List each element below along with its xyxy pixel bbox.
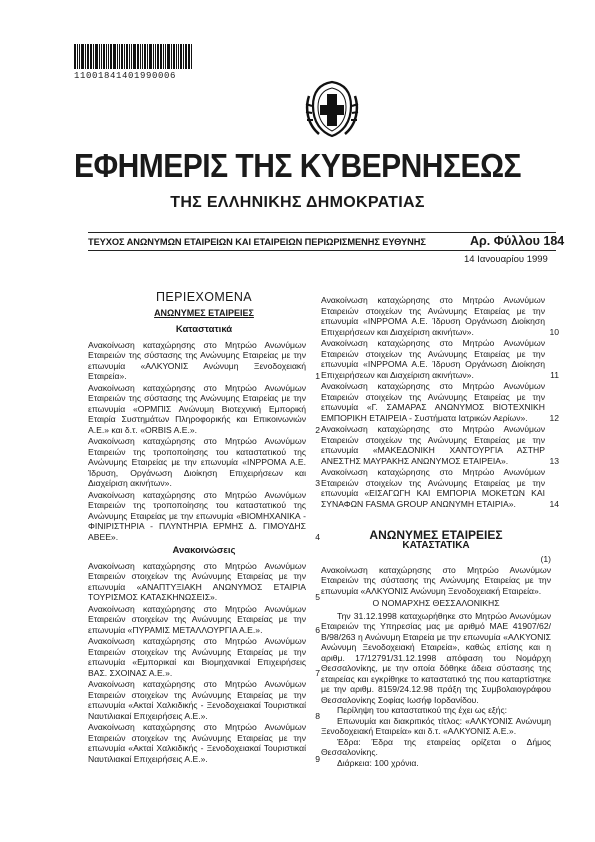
contents-entry-text: Ανακοίνωση καταχώρησης στο Μητρώο Ανωνύμων Εταιρειών στοιχείων της Ανώνυμης Εταιρείας με την επωνυμία «Ακταί Χαλκιδικής - Ξενοδοχειακαί Τουριστικαί Ναυτιλιακαί Επιχειρήσεις Α.Ε.». [88, 722, 306, 764]
contents-entry-page: 6 [315, 624, 320, 635]
contents-entry-text: Ανακοίνωση καταχώρησης στο Μητρώο Ανωνύμων Εταιρειών στοιχείων της Ανώνυμης Εταιρείας με την επωνυμία «ΙΝΡΡΟΜΑ Α.Ε. Ίδρυση Οργάνωση Διοίκηση Επιχειρήσεων και Διαχείριση ακινήτων». [321, 338, 545, 380]
sheet-number: Αρ. Φύλλου 184 [470, 234, 565, 248]
barcode-number: 11001841401990006 [74, 71, 177, 81]
body-intro: Ανακοίνωση καταχώρησης στο Μητρώο Ανωνύμων Εταιρειών της σύστασης της Ανώνυμης Εταιρείας με την επωνυμία «ΑΛΚΥΟΝΙΣ Ανώνυμη Ξενοδοχειακή Εταιρεία». [321, 564, 551, 596]
contents-entry-page: 2 [315, 424, 320, 435]
announcements-list-continued [321, 295, 559, 509]
barcode-bar [142, 44, 143, 69]
entry-mark: (1) [540, 554, 551, 564]
barcode-bar [133, 44, 136, 69]
contents-entry-page: 7 [315, 667, 320, 678]
contents-entry [321, 381, 559, 423]
contents-entry-text: Ανακοίνωση καταχώρησης στο Μητρώο Ανωνύμων Εταιρειών της σύστασης της Ανώνυμης Εταιρείας με την επωνυμία «ΟΡΜΠΙΣ Ανώνυμη Βιοτεχνική Εμπορική Εταιρία Συστημάτων Πληροφορικής και Επικοινωνιών Α.Ε.» και δ.τ. «ORBIS A.E.». [88, 382, 306, 435]
contents-entry-text: Ανακοίνωση καταχώρησης στο Μητρώο Ανωνύμων Εταιρειών της σύστασης της Ανώνυμης Εταιρείας με την επωνυμία «ΑΛΚΥΟΝΙΣ Ανώνυμη Ξενοδοχειακή Εταιρεία». [88, 339, 306, 381]
barcode-bar [101, 44, 102, 69]
contents-entry-text: Ανακοίνωση καταχώρησης στο Μητρώο Ανωνύμων Εταιρειών της τροποποίησης του καταστατικού της Ανώνυμης Εταιρείας με την επωνυμία «ΙΝΡΡΟΜΑ Α.Ε. Ίδρυση, Οργάνωση Διοίκηση Επιχειρήσεων και Διαχείριση ακινήτων». [88, 436, 306, 488]
contents-entry-text: Ανακοίνωση καταχώρησης στο Μητρώο Ανωνύμων Εταιρειών της τροποποίησης του καταστατικού της Ανώνυμης Εταιρείας με την επωνυμία «ΒΙΟΜΗΧΑΝΙΚΑ - ΦΙΝΙΡΙΣΤΗΡΙΑ - ΠΛΥΝΤΗΡΙΑ ΕΡΜΗΣ Δ. ΓΙΜΟΥΔΗΣ ΑΒΕΕ». [88, 489, 306, 542]
barcode-bar [153, 44, 154, 69]
contents-entry-text: Ανακοίνωση καταχώρησης στο Μητρώο Ανωνύμων Εταιρειών στοιχείων της Ανώνυμης Εταιρείας με την επωνυμία «Ακταί Χαλκιδικής - Ξενοδοχειακαί Τουριστικαί Ναυτιλιακαί Επιχειρήσεις Α.Ε.». [88, 679, 306, 721]
company-name-line: Επωνυμία και διακριτικός τίτλος: «ΑΛΚΥΟΝΙΣ Ανώνυμη Ξενοδοχειακή Εταιρεία» και δ.τ. «ΑΛΚΥΟΝΙΣ Α.Ε.». [321, 715, 551, 736]
contents-entry-text: Ανακοίνωση καταχώρησης στο Μητρώο Ανωνύμων Εταιρειών στοιχείων της Ανώνυμης Εταιρείας με την επωνυμία «ΠΥΡΑΜΙΣ ΜΕΤΑΛΛΟΥΡΓΙΑ Α.Ε.». [88, 603, 306, 635]
contents-entry [321, 295, 559, 337]
barcode-bar [185, 44, 187, 69]
contents-entry-page: 4 [315, 531, 320, 542]
category-statutes: Καταστατικά [175, 324, 233, 335]
barcode-bar [99, 44, 100, 69]
barcode-bar [147, 44, 148, 69]
barcode-bar [163, 44, 164, 69]
contents-entry-text: Ανακοίνωση καταχώρησης στο Μητρώο Ανωνύμων Εταιρειών στοιχείων της Ανώνυμης Εταιρείας με την επωνυμία «ΜΑΚΕΔΟΝΙΚΗ ΧΑΝΤΟΥΡΓΙΑ ΑΣΤΗΡ ΑΝΕΣΤΗΣ ΜΑΥΡΑΚΗΣ ΑΝΩΝΥΜΟΣ ΕΤΑΙΡΕΙΑ». [321, 424, 545, 466]
barcode-bar [108, 44, 109, 69]
barcode-bar [95, 44, 98, 69]
barcode-bar [188, 44, 190, 69]
contents-entry-page: 14 [549, 498, 559, 509]
coat-of-arms-emblem [297, 78, 367, 140]
barcode-bar [106, 44, 107, 69]
gazette-title: ΕΦΗΜΕΡΙΣ ΤΗΣ ΚΥΒΕΡΝΗΣΕΩΣ [73, 148, 522, 185]
barcode-bar [129, 44, 130, 69]
barcode-bar [155, 44, 156, 69]
contents-entry [321, 467, 559, 509]
barcode-bar [137, 44, 139, 69]
barcode-bar [79, 44, 80, 69]
body-section-heading: ΑΝΩΝΥΜΕΣ ΕΤΑΙΡΕΙΕΣ [369, 528, 503, 542]
contents-entry-text: Ανακοίνωση καταχώρησης στο Μητρώο Ανωνύμων Εταιρειών στοιχείων της Ανώνυμης Εταιρείας με την επωνυμία «ΙΝΡΡΟΜΑ Α.Ε. Ίδρυση Οργάνωση Διοίκηση Επιχειρήσεων και Διαχείριση ακινήτων». [321, 295, 545, 337]
barcode-bar [103, 44, 105, 69]
barcode-bar [140, 44, 141, 69]
body-paragraph: Την 31.12.1998 καταχωρήθηκε στο Μητρώο Ανωνύμων Εταιρειών της Υπηρεσίας μας με αριθμό ΜΑΕ 41907/62/Β/98/263 η Ανώνυμη Εταιρεία με την επωνυμία «ΑΛΚΥΟΝΙΣ Ανώνυμη Ξενοδοχειακή Εταιρεία», καθώς επίσης και η αριθμ. 17/12791/31.12.1998 απόφαση του Νομάρχη Θεσσαλονίκης, με την οποία δόθηκε άδεια σύστασης της εταιρείας και εγκρίθηκε το καταστατικό της που καταρτίστηκε με την αριθμ. 8159/24.12.98 πράξη της Συμβολαιογράφου Θεσσαλονίκης Σοφίας Ιωσήφ Ιορδανίδου. [321, 610, 551, 705]
barcode-bar [126, 44, 128, 69]
contents-entry-text: Ανακοίνωση καταχώρησης στο Μητρώο Ανωνύμων Εταιρειών στοιχείων της Ανώνυμης Εταιρείας με την επωνυμία «Εμπορικαί και Βιομηχανικαί Επιχειρήσεις ΒΑΣ. ΣΧΟΙΝΑΣ Α.Ε.». [88, 636, 306, 678]
contents-entry-page: 13 [549, 455, 559, 466]
contents-entry-page: 10 [549, 326, 559, 337]
barcode-bar [81, 44, 84, 69]
barcode-bar [171, 44, 172, 69]
barcode-bar [113, 44, 116, 69]
barcode-bar [157, 44, 159, 69]
barcode-bar [87, 44, 89, 69]
contents-entry [88, 636, 320, 678]
barcode-bar [191, 44, 192, 69]
top-rule [88, 232, 556, 233]
barcode-bar [165, 44, 166, 69]
contents-entry-page: 1 [315, 371, 320, 381]
contents-entry [88, 490, 320, 543]
barcode-bar [90, 44, 92, 69]
category-announcements: Ανακοινώσεις [172, 545, 236, 556]
contents-entry [88, 340, 320, 382]
contents-heading: ΠΕΡΙΕΧΟΜΕΝΑ [155, 290, 253, 304]
barcode [74, 44, 214, 69]
contents-entry-page: 5 [315, 592, 320, 602]
barcode-bar [117, 44, 118, 69]
barcode-bar [180, 44, 182, 69]
contents-entry-page: 9 [315, 753, 320, 764]
statutes-list [88, 340, 320, 543]
contents-entry [321, 338, 559, 380]
contents-entry [88, 679, 320, 721]
company-duration-line: Διάρκεια: 100 χρόνια. [337, 757, 419, 768]
announcements-list [88, 561, 320, 765]
contents-right-column [321, 295, 559, 510]
barcode-bar [121, 44, 123, 69]
issue-date: 14 Ιανουαρίου 1999 [464, 254, 548, 265]
contents-entry-page: 11 [550, 369, 559, 380]
contents-entry [88, 722, 320, 764]
barcode-bar [74, 44, 76, 69]
contents-entry-text: Ανακοίνωση καταχώρησης στο Μητρώο Ανωνύμων Εταιρειών στοιχείων της Ανώνυμης Εταιρείας με την επωνυμία «ΕΙΣΑΓΩΓΗ ΚΑΙ ΕΜΠΟΡΙΑ ΜΟΚΕΤΩΝ ΚΑΙ ΣΥΝΑΦΩΝ FASMA GROUP ΑΝΩΝΥΜΗ ΕΤΑΙΡΙΑ». [321, 467, 545, 509]
authority-line: Ο ΝΟΜΑΡΧΗΣ ΘΕΣΣΑΛΟΝΙΚΗΣ [372, 598, 500, 608]
barcode-bar [160, 44, 162, 69]
body-section [321, 530, 551, 768]
contents-entry [321, 424, 559, 466]
contents-entry [88, 604, 320, 636]
barcode-bar [183, 44, 184, 69]
barcode-bar [85, 44, 86, 69]
barcode-bar [149, 44, 152, 69]
contents-entry-text: Ανακοίνωση καταχώρησης στο Μητρώο Ανωνύμων Εταιρειών στοιχείων της Ανώνυμης Εταιρείας με την επωνυμία «ΑΝΑΠΤΥΞΙΑΚΗ ΑΝΩΝΥΜΟΣ ΕΤΑΙΡΙΑ ΤΟΥΡΙΣΜΟΣ ΚΑΤΑΣΚΗΝΩΣΕΙΣ». [88, 560, 306, 602]
barcode-bar [167, 44, 170, 69]
contents-entry [88, 561, 320, 603]
contents-entry-page: 8 [315, 710, 320, 721]
issue-type: ΤΕΥΧΟΣ ΑΝΩΝΥΜΩΝ ΕΤΑΙΡΕΙΩΝ ΚΑΙ ΕΤΑΙΡΕΙΩΝ ΠΕΡΙΩΡΙΣΜΕΝΗΣ ΕΥΘΥΝΗΣ [88, 237, 426, 247]
gazette-subtitle: ΤΗΣ ΕΛΛΗΝΙΚΗΣ ΔΗΜΟΚΡΑΤΙΑΣ [170, 194, 425, 211]
contents-left-column [88, 292, 320, 765]
bottom-rule [88, 250, 556, 251]
summary-intro: Περίληψη του καταστατικού της έχει ως εξής: [337, 705, 508, 715]
barcode-bar [144, 44, 146, 69]
contents-section: ΑΝΩΝΥΜΕΣ ΕΤΑΙΡΕΙΕΣ [154, 307, 254, 318]
contents-entry-page: 3 [315, 478, 320, 488]
barcode-bar [124, 44, 125, 69]
barcode-bar [131, 44, 132, 69]
barcode-bar [110, 44, 112, 69]
barcode-bar [176, 44, 177, 69]
contents-entry-page: 12 [549, 412, 559, 423]
barcode-bar [178, 44, 179, 69]
barcode-bar [77, 44, 78, 69]
barcode-bar [93, 44, 94, 69]
barcode-bar [173, 44, 175, 69]
company-seat-line: Έδρα: Έδρα της εταιρείας ορίζεται ο Δήμος Θεσσαλονίκης. [321, 736, 551, 757]
barcode-bar [119, 44, 120, 69]
contents-entry [88, 436, 320, 489]
contents-entry [88, 383, 320, 436]
contents-entry-text: Ανακοίνωση καταχώρησης στο Μητρώο Ανωνύμων Εταιρειών στοιχείων της Ανώνυμης Εταιρείας με την επωνυμία «Γ. ΣΑΜΑΡΑΣ ΑΝΩΝΥΜΟΣ ΒΙΟΤΕΧΝΙΚΗ ΕΜΠΟΡΙΚΗ ΕΤΑΙΡΕΙΑ - Συστήματα Ιατρικών Αερίων». [321, 381, 545, 423]
body-subsection-heading: ΚΑΤΑΣΤΑΤΙΚΑ [402, 539, 470, 551]
